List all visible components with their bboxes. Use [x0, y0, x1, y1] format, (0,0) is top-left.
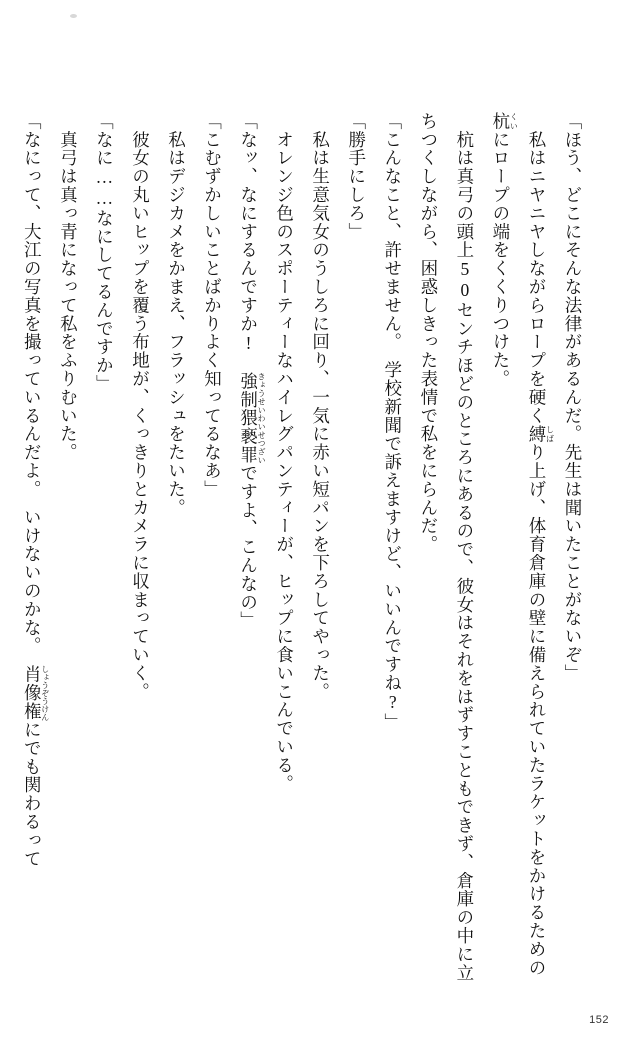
- ruby-shiba: 縛しば: [526, 424, 555, 444]
- scan-artifact-speck: [70, 14, 77, 18]
- text-line: 「こんなこと、許せません。 学校新聞で訴えますけど、いいんですね?」: [382, 112, 403, 732]
- text-line: 「なに……なにしてるんですか」: [94, 112, 115, 393]
- text-line: 私は生意気女のうしろに回り、一気に赤い短パンを下ろしてやった。: [310, 112, 331, 701]
- text-line: 真弓は真っ青になって私をふりむいた。: [58, 112, 79, 462]
- ruby-kyouseiwaisetsuzai: 強制猥褻罪きょうせいわいせつざい: [238, 372, 267, 465]
- text-line: 私はデジカメをかまえ、フラッシュをたいた。: [166, 112, 187, 517]
- text-line: 「なにって、大江の写真を撮っているんだよ。 いけないのかな。 肖像権しょうぞうけんにでも関わるって: [22, 112, 50, 868]
- text-line: 「なッ、なにするんですか! 強制猥褻罪きょうせいわいせつざいですよ、こんなの」: [238, 112, 267, 630]
- text-line: 「こむずかしいことばかりよく知ってるなあ」: [202, 112, 223, 499]
- text-line: 彼女の丸いヒップを覆う布地が、くっきりとカメラに収まっていく。: [130, 112, 151, 701]
- page-number: 152: [589, 1014, 609, 1026]
- ruby-kui: 杭くい: [490, 112, 519, 131]
- text-line: オレンジ色のスポーティーなハイレグパンティーが、ヒップに食いこんでいる。: [274, 112, 295, 793]
- ruby-shouzouken: 肖像権しょうぞうけん: [22, 664, 50, 721]
- vertical-text-body: [22, 112, 591, 992]
- text-line: 「ほう、どこにそんな法律があるんだ。先生は聞いたことがないぞ」: [563, 112, 583, 683]
- text-line: 杭は真弓の頭上50センチほどのところにあるので、彼女はそれをはずすこともできず、倉庫の中に立ちつくしながら、困惑しきった表情で私をにらんだ。: [418, 112, 475, 982]
- text-line: 「勝手にしろ」: [346, 112, 367, 241]
- text-line: 私はニヤニヤしながらロープを硬く縛しばり上げ、体育倉庫の壁に備えられていたラケットをかけるための杭くいにロープの端をくくりつけた。: [490, 112, 555, 977]
